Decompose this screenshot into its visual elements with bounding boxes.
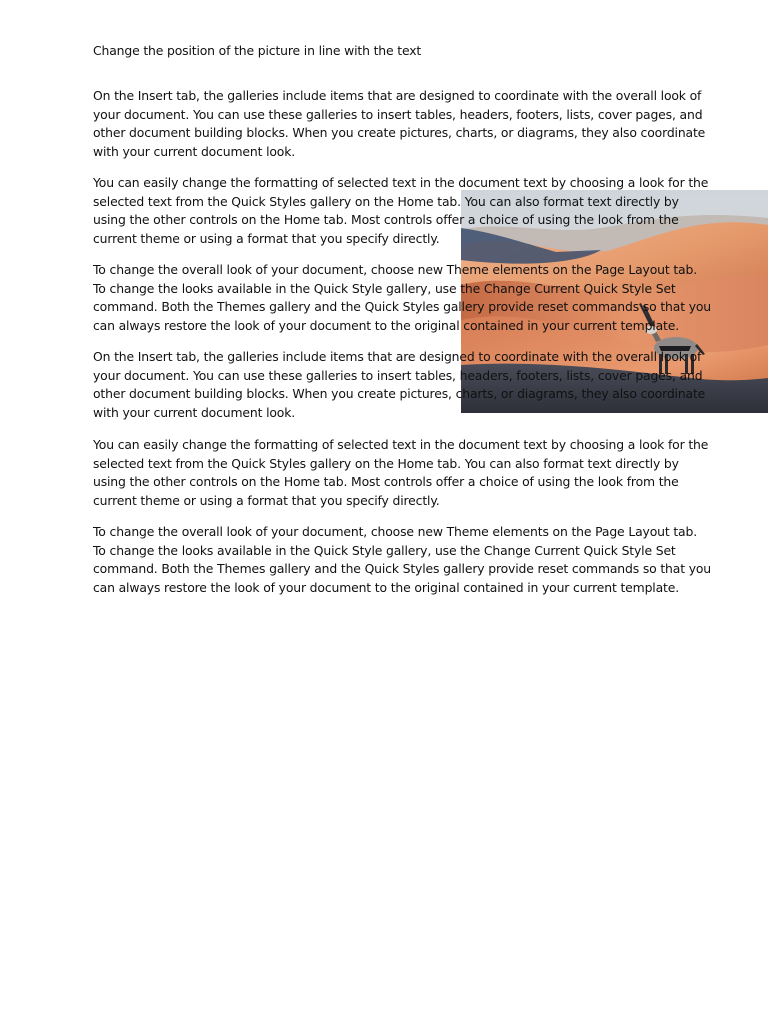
page-heading: Change the position of the picture in line with the text — [93, 43, 422, 58]
paragraph-line: To change the looks available in the Quick Style gallery, use the Change Current Quick Style Set — [93, 280, 676, 296]
paragraph-line: can always restore the look of your document to the original contained in your current template. — [93, 580, 680, 596]
paragraph-line: using the other controls on the Home tab. Most controls offer a choice of using the look from the — [93, 212, 679, 228]
paragraph-line: On the Insert tab, the galleries include items that are designed to coordinate with the overall look of — [93, 349, 702, 364]
paragraph-line: with your current document look. — [93, 405, 296, 421]
paragraph-1 — [93, 87, 706, 162]
paragraph-line: selected text from the Quick Styles gallery on the Home tab. You can also format text directly by — [93, 193, 679, 209]
paragraph-4 — [93, 348, 706, 423]
paragraph-line: with your current document look. — [93, 144, 296, 160]
paragraph-line: your document. You can use these galleries to insert tables, headers, footers, lists, cover pages, and — [93, 106, 703, 122]
paragraph-line: command. Both the Themes gallery and the Quick Styles gallery provide reset commands so that you — [93, 299, 712, 315]
paragraph-line: your document. You can use these galleries to insert tables, headers, footers, lists, cover pages, and — [93, 367, 703, 383]
paragraph-line: current theme or using a format that you specify directly. — [93, 231, 440, 247]
paragraph-line: can always restore the look of your document to the original contained in your current template. — [93, 318, 680, 334]
paragraph-line: other document building blocks. When you create pictures, charts, or diagrams, they also coordinate — [93, 125, 706, 141]
paragraph-2 — [93, 174, 709, 249]
paragraph-line: To change the looks available in the Quick Style gallery, use the Change Current Quick Style Set — [93, 542, 676, 558]
paragraph-line: command. Both the Themes gallery and the Quick Styles gallery provide reset commands so that you — [93, 561, 712, 577]
paragraph-line: other document building blocks. When you create pictures, charts, or diagrams, they also coordinate — [93, 386, 706, 402]
paragraph-line: On the Insert tab, the galleries include items that are designed to coordinate with the overall look of — [93, 88, 702, 103]
paragraph-5 — [93, 436, 709, 511]
paragraph-line: current theme or using a format that you specify directly. — [93, 493, 440, 509]
paragraph-line: using the other controls on the Home tab. Most controls offer a choice of using the look from the — [93, 474, 679, 490]
paragraph-6 — [93, 523, 712, 598]
paragraph-line: To change the overall look of your document, choose new Theme elements on the Page Layout tab. — [93, 262, 697, 277]
paragraph-line: You can easily change the formatting of selected text in the document text by choosing a look for the — [93, 437, 709, 452]
paragraph-line: To change the overall look of your document, choose new Theme elements on the Page Layout tab. — [93, 524, 697, 539]
paragraph-3 — [93, 261, 712, 336]
paragraph-line: You can easily change the formatting of selected text in the document text by choosing a look for the — [93, 175, 709, 190]
paragraph-line: selected text from the Quick Styles gallery on the Home tab. You can also format text directly by — [93, 455, 679, 471]
